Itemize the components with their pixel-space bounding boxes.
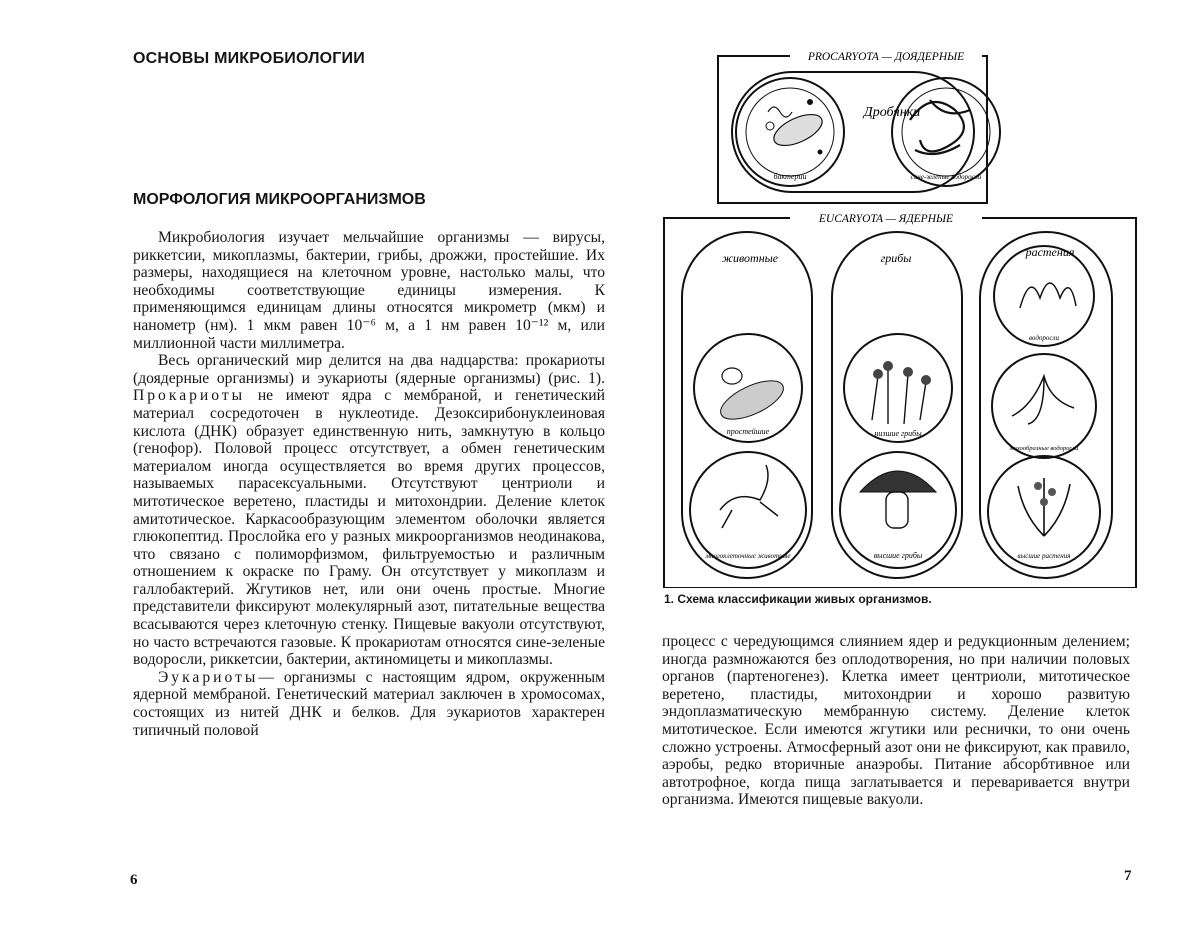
page-number-right: 7 [1124,868,1132,884]
algae-label: водоросли [1028,334,1060,342]
paragraph-prokaryotes [133,352,605,669]
higher-plant-icon [1018,478,1070,536]
cyanobacteria-label: сине-зеленые водоросли [910,173,982,181]
paragraph-prokaryotes-body: не имеют ядра с мембраной, и генетический материал сосредоточен в нуклеотиде. Дезоксирибонуклеиновая кислота (ДНК) образует единственную нить, замкнутую в кольцо (генофор). Половой процесс отсутствует, а обмен генетическим материалом иногда осуществляется во время других процессов, называемых парасексуальными. Отсутствуют центриоли и митотическое веретено, пластиды и митохондрии. Деление клеток амитотическое. Каркасообразующим элементом оболочки является глюкопептид. Прослойка его у разных микроорганизмов неодинакова, что связано с полиморфизмом, фильтруемостью и различным отношением к окраске по Граму. Он отсутствует у микоплазм и галлобактерий. Жгутиков нет, или они очень простые. Многие представители фиксируют молекулярный азот, питательные вещества всасываются через клеточную стенку. Пищевые вакуоли отсутствуют, но часто встречаются газовые. К прокариотам относятся сине-зеленые водоросли, риккетсии, бактерии, актиномицеты и микоплазмы. [133,387,605,669]
procaryota-panel [718,51,1000,203]
paramecium-icon [715,373,788,427]
procaryota-label: PROCARYOTA — ДОЯДЕРНЫЕ [807,51,965,63]
eucaryota-label: EUCARYOTA — ЯДЕРНЫЕ [818,213,954,225]
paragraph-microbiology: Микробиология изучает мельчайшие организмы — вирусы, риккетсии, микоплазмы, бактерии, грибы, дрожжи, простейшие. Их размеры, находящиеся на клеточном уровне, настолько малы, что необходимы соответствующие единицы измерения. К применяющимся единицам длины относятся микрометр (мкм) и нанометр (нм). 1 мкм равен 10⁻⁶ м, а 1 нм равен 10⁻¹² м, или миллионной части миллиметра. [133,229,605,352]
right-column [662,633,1130,809]
mosses-label: мохообразные водоросли [1009,445,1079,452]
cyanobacteria-circle [892,78,1000,186]
section-title: МОРФОЛОГИЯ МИКРООРГАНИЗМОВ [133,191,426,208]
protozoa-label: простейшие [726,427,770,436]
lower-fungi-label: низшие грибы [874,429,922,438]
paragraph-eukaryotes-body: — организмы с настоящим ядром, окруженным ядерной мембраной. Генетический материал заключен в хромосомах, состоящих из нитей ДНК и белков. Для эукариотов характерен типичный половой [133,668,605,739]
hare-icon [720,465,778,528]
paragraph-eukaryotes [133,669,605,739]
term-prokaryotes: Прокариоты [133,387,246,405]
moss-icon [1012,376,1074,424]
plants-column [980,232,1112,578]
plants-label: растения [1025,245,1075,259]
drobyanki-label: Дробянки [863,105,921,120]
higher-plants-label: высшие растения [1017,552,1071,560]
page-header: ОСНОВЫ МИКРОБИОЛОГИИ [133,50,365,67]
bacterium-icon [769,108,826,152]
animals-label: животные [721,251,779,265]
algae-filament-icon [910,100,970,154]
bacteria-label: бактерии [773,172,807,181]
page-number-left: 6 [130,872,138,888]
term-eukaryotes: Эукариоты [158,668,259,686]
left-column [133,229,605,739]
fungi-column [832,232,962,578]
figure-caption: 1. Схема классификации живых организмов. [664,592,932,606]
fungi-label: грибы [880,251,912,265]
paragraph-prokaryotes-intro: Весь органический мир делится на два надцарства: прокариоты (доядерные организмы) и эукариоты (ядерные организмы) (рис. 1). [133,352,605,387]
eucaryota-panel [664,213,1136,588]
multicellular-animals-label: многоклеточные животные [705,552,791,560]
classification-figure [660,40,1140,588]
bacteria-circle [736,78,844,186]
mushroom-icon [860,471,936,492]
paragraph-eukaryotes-continued: процесс с чередующимся слиянием ядер и редукционным делением; иногда размножаются без оплодотворения, но при наличии половых органов (партеногенез). Клетка имеет центриоли, митотическое веретено, пластиды, митохондрии и хорошо развитую эндоплазматическую мембранную систему. Деление клеток митотическое. Если имеются жгутики или реснички, то они очень сложно устроены. Атмосферный азот они не фиксируют, как правило, аэробы, редко вторичные анаэробы. Питание абсорбтивное или автотрофное, когда пища заглатывается и переваривается внутри организма. Имеются пищевые вакуоли. [662,633,1130,809]
algae-icon [1020,283,1076,308]
higher-fungi-label: высшие грибы [873,551,923,560]
animals-column [682,232,812,578]
